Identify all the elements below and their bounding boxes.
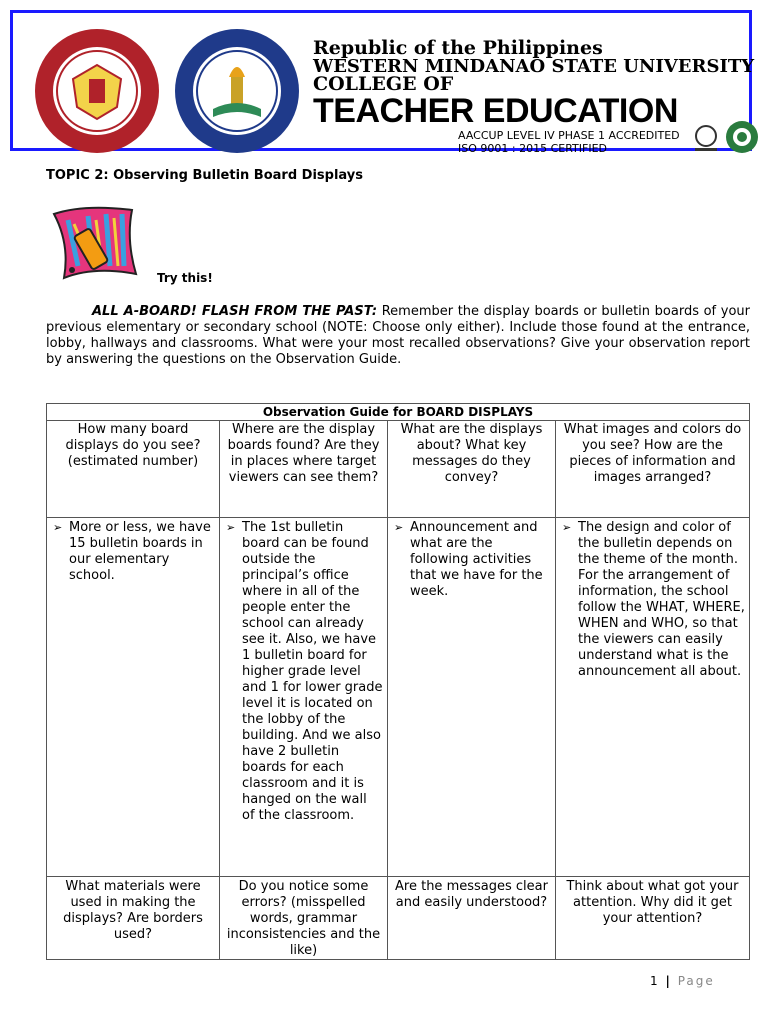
table-title: Observation Guide for BOARD DISPLAYS	[47, 404, 750, 421]
question-cell: What images and colors do you see? How are the pieces of information and images arranged?	[556, 421, 750, 518]
bullet-arrow-icon: ➢	[562, 521, 572, 534]
iso-certification-text: ISO 9001 : 2015 CERTIFIED	[458, 142, 607, 155]
bullet-arrow-icon: ➢	[394, 521, 404, 534]
certification-badge-icon	[691, 123, 721, 153]
question-cell: How many board displays do you see? (estimated number)	[47, 421, 220, 518]
header-university: WESTERN MINDANAO STATE UNIVERSITY	[313, 56, 755, 77]
header-college-name: TEACHER EDUCATION	[313, 92, 678, 130]
document-header	[10, 10, 755, 155]
topic-heading: TOPIC 2: Observing Bulletin Board Displays	[46, 168, 363, 183]
table-row-questions-2	[47, 877, 750, 960]
answer-text: The 1st bulletin board can be found outside the principal’s office where in all of the people enter the school can already see it. Also, we have 1 bulletin board for higher grade level and 1 for lower grade level it is located on the lobby of the building. And we also have 2 bulletin boards for each classroom and it is hanged on the wall of the classroom.	[242, 520, 383, 823]
page-footer	[650, 974, 715, 988]
answer-cell	[220, 518, 388, 877]
question-cell: Where are the display boards found? Are they in places where target viewers can see them?	[220, 421, 388, 518]
iso-badge-icon	[725, 120, 759, 154]
page-number: 1	[650, 974, 660, 988]
try-this-label: Try this!	[157, 271, 213, 285]
question-cell: Do you notice some errors? (misspelled words, grammar inconsistencies and the like)	[220, 877, 388, 960]
cte-seal-logo	[173, 27, 301, 155]
question-cell: Are the messages clear and easily understood?	[388, 877, 556, 960]
question-cell: Think about what got your attention. Why did it get your attention?	[556, 877, 750, 960]
observation-guide-table	[46, 403, 750, 960]
instructions-text: Remember the display boards or bulletin boards of your previous elementary or secondary school (NOTE: Choose only either). Include those found at the entrance, lobby, hallways and classrooms. What were your most recalled observations? Give your observation report by answering the questions on the Observation Guide.	[46, 304, 750, 367]
answer-text: The design and color of the bulletin depends on the theme of the month. For the arrangement of information, the school follow the WHAT, WHERE, WHEN and WHO, so that the viewers can easily understand what is the announcement all about.	[578, 520, 745, 679]
answer-cell	[388, 518, 556, 877]
question-cell: What materials were used in making the displays? Are borders used?	[47, 877, 220, 960]
accreditation-text: AACCUP LEVEL IV PHASE 1 ACCREDITED	[458, 129, 680, 142]
header-country: Republic of the Philippines	[313, 37, 603, 59]
answer-cell	[556, 518, 750, 877]
table-row-questions-1	[47, 421, 750, 518]
answer-cell	[47, 518, 220, 877]
instructions-paragraph	[46, 304, 750, 368]
answer-text: Announcement and what are the following activities that we have for the week.	[410, 520, 543, 599]
answer-text: More or less, we have 15 bulletin boards in our elementary school.	[69, 520, 211, 583]
bullet-arrow-icon: ➢	[226, 521, 236, 534]
question-cell: What are the displays about? What key messages do they convey?	[388, 421, 556, 518]
pencil-clipart-icon	[44, 200, 164, 284]
footer-separator: |	[665, 974, 672, 988]
instructions-lead: ALL A-BOARD! FLASH FROM THE PAST:	[92, 304, 378, 319]
wmsu-seal-logo	[33, 27, 161, 155]
bullet-arrow-icon: ➢	[53, 521, 63, 534]
page-label: Page	[677, 974, 715, 988]
header-college-of: COLLEGE OF	[313, 73, 454, 95]
table-row-answers	[47, 518, 750, 877]
